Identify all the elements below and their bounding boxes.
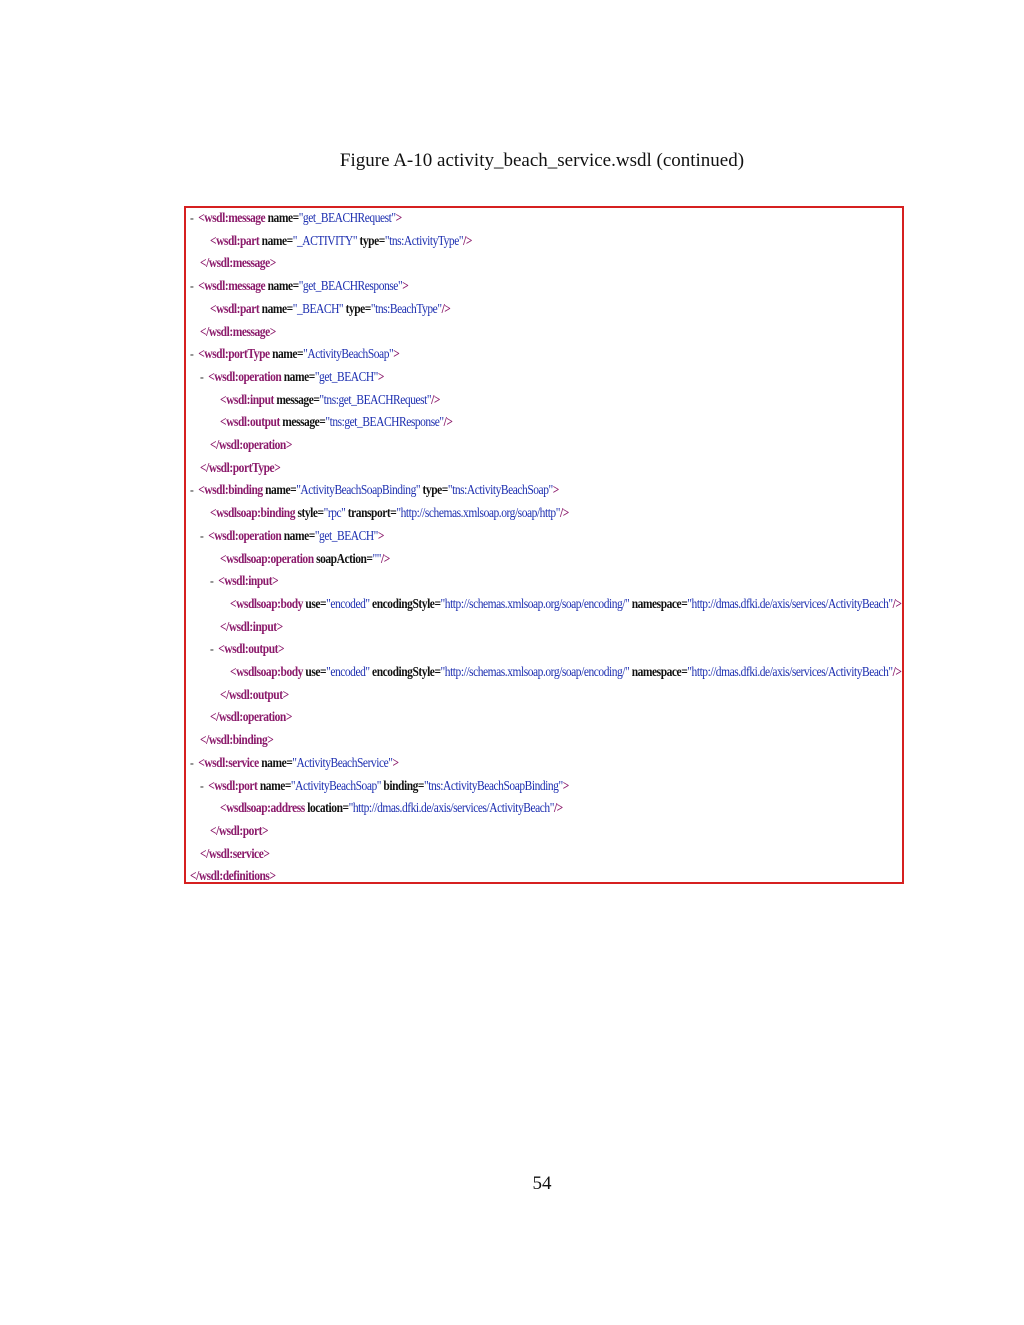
xml-attribute-value: "tns:get_BEACHResponse" bbox=[325, 415, 444, 431]
xml-tag: > bbox=[393, 347, 400, 363]
xml-attribute-value: "get_BEACHRequest" bbox=[298, 211, 396, 226]
xml-tag: > bbox=[392, 755, 399, 771]
collapse-toggle[interactable]: - bbox=[200, 369, 204, 385]
xml-tag: <wsdl:input bbox=[220, 392, 274, 408]
xml-line bbox=[190, 866, 276, 884]
xml-tag: <wsdl:message bbox=[198, 211, 266, 226]
xml-tag: <wsdl:output> bbox=[218, 642, 285, 658]
xml-tag: </wsdl:portType> bbox=[200, 460, 281, 476]
xml-attribute-name: name= bbox=[281, 528, 315, 544]
xml-tag: > bbox=[377, 528, 385, 544]
xml-line[interactable] bbox=[190, 344, 399, 366]
xml-attribute-name: soapAction= bbox=[313, 551, 373, 567]
xml-line[interactable] bbox=[200, 367, 384, 389]
xml-line bbox=[220, 617, 283, 639]
xml-tag: <wsdlsoap:operation bbox=[220, 551, 314, 567]
xml-line bbox=[210, 231, 472, 253]
xml-tag: <wsdl:service bbox=[198, 755, 259, 771]
xml-line bbox=[230, 662, 901, 684]
xml-attribute-name: name= bbox=[258, 755, 293, 771]
xml-tag: /> bbox=[441, 301, 451, 317]
xml-attribute-value: "_BEACH" bbox=[292, 301, 344, 317]
xml-attribute-name: encodingStyle= bbox=[369, 665, 441, 680]
xml-line bbox=[210, 821, 268, 843]
xml-attribute-value: "ActivityBeachSoapBinding" bbox=[296, 483, 421, 499]
xml-attribute-value: "tns:ActivityBeachSoap" bbox=[447, 483, 553, 499]
xml-tag: <wsdl:operation bbox=[208, 369, 282, 385]
xml-tag: /> bbox=[463, 233, 472, 249]
xml-attribute-value: "get_BEACH" bbox=[314, 528, 378, 544]
xml-attribute-name: namespace= bbox=[629, 665, 688, 680]
xml-tag: <wsdl:portType bbox=[198, 347, 270, 363]
xml-attribute-value: "http://schemas.xmlsoap.org/soap/http" bbox=[396, 506, 560, 522]
collapse-toggle[interactable]: - bbox=[210, 574, 214, 590]
xml-attribute-value: "ActivityBeachSoap" bbox=[303, 347, 394, 363]
xml-tag: </wsdl:operation> bbox=[210, 438, 292, 453]
xml-attribute-name: style= bbox=[295, 506, 324, 522]
xml-attribute-name: type= bbox=[357, 233, 385, 249]
xml-line bbox=[200, 253, 276, 275]
xml-tag: /> bbox=[892, 596, 902, 612]
figure-caption: Figure A-10 activity_beach_service.wsdl (continued) bbox=[339, 150, 745, 171]
xml-line[interactable] bbox=[200, 776, 569, 798]
xml-attribute-name: name= bbox=[265, 211, 299, 226]
xml-line[interactable] bbox=[190, 208, 402, 230]
xml-line bbox=[200, 458, 280, 480]
xml-attribute-name: name= bbox=[262, 483, 297, 499]
xml-line bbox=[200, 844, 269, 866]
xml-tag: /> bbox=[553, 801, 563, 817]
collapse-toggle[interactable]: - bbox=[210, 642, 214, 658]
xml-tag: <wsdl:binding bbox=[198, 483, 263, 499]
xml-tag: /> bbox=[559, 506, 569, 522]
xml-line[interactable] bbox=[210, 639, 284, 661]
xml-attribute-name: type= bbox=[343, 301, 371, 317]
xml-tag: <wsdlsoap:body bbox=[230, 665, 303, 680]
xml-tag: > bbox=[395, 211, 402, 226]
xml-line bbox=[220, 390, 440, 412]
xml-line[interactable] bbox=[200, 526, 384, 548]
xml-line[interactable] bbox=[190, 276, 408, 298]
xml-line bbox=[210, 435, 292, 457]
xml-attribute-value: "http://dmas.dfki.de/axis/services/ActivityBeach" bbox=[348, 801, 554, 817]
xml-attribute-value: "rpc" bbox=[323, 506, 346, 522]
xml-line[interactable] bbox=[210, 571, 278, 593]
xml-line bbox=[210, 503, 569, 525]
xml-attribute-name: name= bbox=[269, 347, 304, 363]
xml-tag: </wsdl:input> bbox=[220, 619, 283, 635]
xml-tag: /> bbox=[431, 392, 440, 408]
xml-line[interactable] bbox=[190, 753, 399, 775]
xml-attribute-name: message= bbox=[279, 415, 326, 431]
xml-line bbox=[210, 707, 292, 729]
xml-line bbox=[230, 594, 901, 616]
xml-line bbox=[220, 549, 390, 571]
xml-tag: > bbox=[402, 279, 409, 295]
xml-line bbox=[200, 322, 276, 344]
xml-line bbox=[210, 299, 450, 321]
xml-attribute-name: name= bbox=[259, 301, 293, 317]
collapse-toggle[interactable]: - bbox=[190, 755, 194, 771]
xml-tag: <wsdl:port bbox=[208, 778, 258, 794]
xml-attribute-value: "tns:get_BEACHRequest" bbox=[319, 392, 432, 408]
collapse-toggle[interactable]: - bbox=[190, 279, 194, 295]
xml-tag: /> bbox=[381, 551, 390, 567]
xml-attribute-value: "http://dmas.dfki.de/axis/services/ActivityBeach" bbox=[687, 665, 893, 680]
xml-tag: </wsdl:binding> bbox=[200, 733, 274, 749]
xml-tag: <wsdl:operation bbox=[208, 528, 282, 544]
xml-attribute-name: location= bbox=[304, 801, 349, 817]
xml-attribute-name: name= bbox=[259, 233, 293, 249]
xml-tag: <wsdlsoap:body bbox=[230, 596, 303, 612]
xml-attribute-value: "encoded" bbox=[326, 596, 370, 612]
xml-tag: </wsdl:service> bbox=[200, 846, 270, 862]
collapse-toggle[interactable]: - bbox=[190, 211, 194, 226]
collapse-toggle[interactable]: - bbox=[190, 347, 194, 363]
xml-tag: </wsdl:message> bbox=[200, 324, 276, 340]
xml-attribute-value: "get_BEACH" bbox=[314, 369, 378, 385]
xml-tag: </wsdl:output> bbox=[220, 687, 289, 703]
page-number: 54 bbox=[532, 1173, 552, 1194]
xml-attribute-name: name= bbox=[265, 279, 299, 295]
xml-attribute-value: "ActivityBeachService" bbox=[292, 755, 393, 771]
xml-attribute-value: "http://dmas.dfki.de/axis/services/ActivityBeach" bbox=[687, 596, 893, 612]
xml-attribute-value: "http://schemas.xmlsoap.org/soap/encoding/" bbox=[440, 596, 630, 612]
xml-attribute-name: type= bbox=[420, 483, 448, 499]
xml-attribute-value: "_ACTIVITY" bbox=[292, 233, 358, 249]
xml-line bbox=[200, 730, 273, 752]
collapse-toggle[interactable]: - bbox=[190, 483, 194, 499]
xml-attribute-value: "encoded" bbox=[326, 665, 370, 680]
xml-tag: > bbox=[552, 483, 559, 499]
collapse-toggle[interactable]: - bbox=[200, 778, 204, 794]
xml-tag: </wsdl:port> bbox=[210, 823, 269, 839]
xml-line bbox=[220, 685, 289, 707]
xml-attribute-value: "tns:BeachType" bbox=[370, 301, 442, 317]
xml-attribute-value: "get_BEACHResponse" bbox=[298, 279, 403, 295]
xml-tag: <wsdl:message bbox=[198, 279, 266, 295]
xml-attribute-value: "tns:ActivityBeachSoapBinding" bbox=[424, 778, 563, 794]
xml-tag: > bbox=[562, 778, 569, 794]
xml-tag: <wsdl:part bbox=[210, 233, 260, 249]
xml-line[interactable] bbox=[190, 480, 559, 502]
xml-attribute-value: "tns:ActivityType" bbox=[384, 233, 464, 249]
xml-attribute-name: name= bbox=[281, 369, 315, 385]
xml-tag: /> bbox=[892, 665, 902, 680]
xml-tag: > bbox=[377, 369, 385, 385]
xml-tag: </wsdl:message> bbox=[200, 256, 276, 272]
xml-attribute-name: use= bbox=[302, 665, 327, 680]
xml-attribute-name: namespace= bbox=[629, 596, 688, 612]
xml-tag: <wsdl:part bbox=[210, 301, 260, 317]
xml-tag: <wsdlsoap:binding bbox=[210, 506, 296, 522]
xml-attribute-name: name= bbox=[257, 778, 291, 794]
wsdl-xml-figure bbox=[184, 206, 904, 884]
xml-attribute-value: "" bbox=[372, 551, 382, 567]
xml-attribute-name: message= bbox=[273, 392, 320, 408]
xml-tag: </wsdl:definitions> bbox=[190, 869, 276, 884]
collapse-toggle[interactable]: - bbox=[200, 528, 204, 544]
xml-attribute-name: transport= bbox=[345, 506, 397, 522]
xml-attribute-name: encodingStyle= bbox=[369, 596, 441, 612]
xml-line bbox=[220, 412, 452, 434]
xml-tag: </wsdl:operation> bbox=[210, 710, 292, 726]
xml-tag: /> bbox=[443, 415, 453, 431]
xml-tag: <wsdlsoap:address bbox=[220, 801, 305, 817]
xml-attribute-name: use= bbox=[302, 596, 327, 612]
xml-line bbox=[220, 798, 563, 820]
xml-attribute-value: "ActivityBeachSoap" bbox=[290, 778, 382, 794]
xml-tag: <wsdl:input> bbox=[218, 574, 279, 590]
xml-attribute-value: "http://schemas.xmlsoap.org/soap/encoding/" bbox=[440, 665, 630, 680]
xml-tag: <wsdl:output bbox=[220, 415, 280, 431]
xml-attribute-name: binding= bbox=[381, 778, 425, 794]
